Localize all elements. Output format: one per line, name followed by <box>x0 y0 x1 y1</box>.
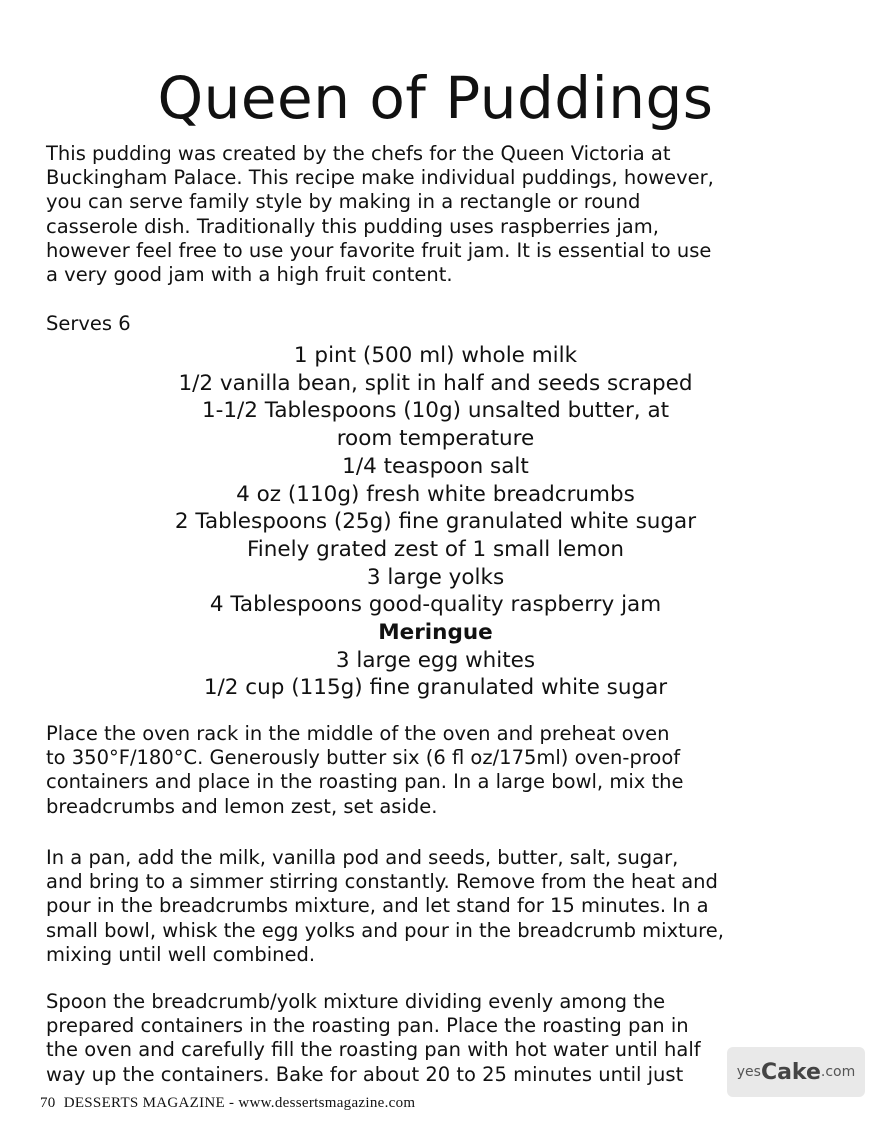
ingredient-item: 1-1/2 Tablespoons (10g) unsalted butter, at <box>201 398 670 424</box>
serves-line: Serves 6 <box>46 312 131 335</box>
ingredient-item: room temperature <box>336 426 535 452</box>
ingredient-item: 1/4 teaspoon salt <box>342 453 529 479</box>
intro-paragraph: This pudding was created by the chefs for the Queen Victoria at Buckingham Palace. This recipe make individual puddings, however, you can serve family style by making in a rectangle or round casserole dish. Traditionally this pudding uses raspberries jam, however feel free to use your favorite fruit jam. It is essential to use a very good jam with a high fruit content. <box>46 142 714 287</box>
meringue-heading: Meringue <box>378 620 493 646</box>
ingredient-item: Finely grated zest of 1 small lemon <box>246 536 625 562</box>
ingredient-item: 4 Tablespoons good-quality raspberry jam <box>209 592 662 618</box>
ingredient-list <box>0 342 871 702</box>
ingredient-item: 4 oz (110g) fresh white breadcrumbs <box>236 481 635 507</box>
instruction-step-2: In a pan, add the milk, vanilla pod and seeds, butter, salt, sugar, and bring to a simmer stirring constantly. Remove from the heat and pour in the breadcrumbs mixture, and let stand for 15 minutes. In a small bowl, whisk the egg yolks and pour in the breadcrumb mixture, mixing until well combined. <box>46 846 724 966</box>
watermark-prefix: yes <box>736 1064 761 1080</box>
watermark-brand: Cake <box>760 1059 821 1085</box>
page-footer: 70 DESSERTS MAGAZINE - www.dessertsmagazine.com <box>40 1095 416 1111</box>
meringue-ingredient-item: 3 large egg whites <box>335 647 536 673</box>
ingredient-item: 1/2 vanilla bean, split in half and seeds scraped <box>178 370 693 396</box>
page-title: Queen of Puddings <box>157 64 714 132</box>
instruction-step-1: Place the oven rack in the middle of the oven and preheat oven to 350°F/180°C. Generously butter six (6 fl oz/175ml) oven-proof containers and place in the roasting pan. In a large bowl, mix the breadcrumbs and lemon zest, set aside. <box>46 722 684 818</box>
instruction-step-3: Spoon the breadcrumb/yolk mixture dividing evenly among the prepared containers in the roasting pan. Place the roasting pan in the oven and carefully fill the roasting pan with hot water until half way up the containers. Bake for about 20 to 25 minutes until just <box>46 990 701 1086</box>
meringue-ingredient-item: 1/2 cup (115g) fine granulated white sugar <box>203 675 668 701</box>
watermark-suffix: .com <box>820 1064 856 1080</box>
ingredient-item: 2 Tablespoons (25g) fine granulated white sugar <box>174 509 697 535</box>
ingredient-item: 3 large yolks <box>366 564 505 590</box>
ingredient-item: 1 pint (500 ml) whole milk <box>293 343 578 368</box>
watermark-logo[interactable] <box>727 1047 865 1097</box>
